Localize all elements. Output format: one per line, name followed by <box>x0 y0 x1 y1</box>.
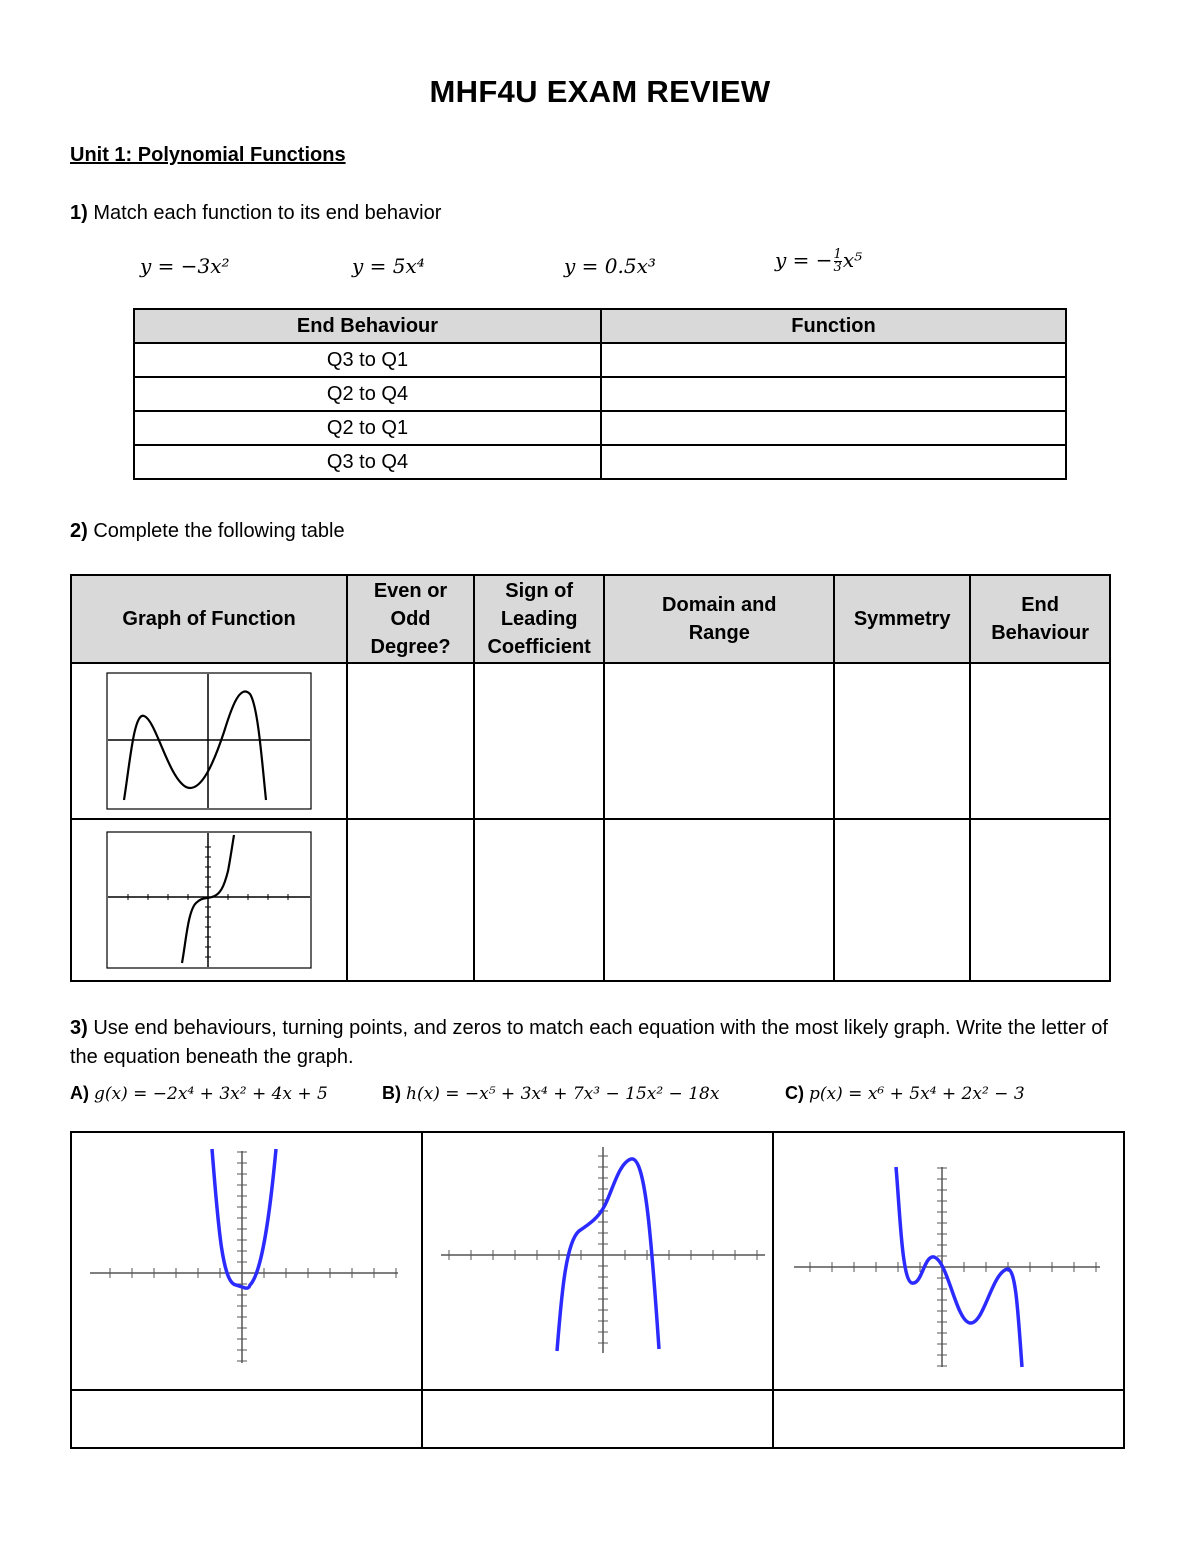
equation-list <box>70 1083 1025 1104</box>
header-end-behaviour: End Behaviour <box>134 309 601 343</box>
equation-letter: B) <box>382 1083 402 1103</box>
header-function: Function <box>601 309 1066 343</box>
end-behaviour-cell: Q3 to Q4 <box>134 445 601 479</box>
sign-answer-cell[interactable] <box>474 663 604 819</box>
function-4-suffix: x⁵ <box>842 248 863 272</box>
equation-expression: h(x) = −x⁵ + 3x⁴ + 7x³ − 15x² − 18x <box>406 1084 720 1104</box>
header-sign: Sign of Leading Coefficient <box>474 575 604 663</box>
equation-expression: p(x) = x⁶ + 5x⁴ + 2x² − 3 <box>809 1084 1025 1104</box>
equation-expression: g(x) = −2x⁴ + 3x² + 4x + 5 <box>94 1084 328 1104</box>
answer-letter-cell[interactable] <box>773 1390 1124 1448</box>
answer-cell[interactable] <box>601 377 1066 411</box>
properties-table <box>70 574 1111 982</box>
fraction-denominator: 3 <box>833 260 842 275</box>
graph-cell <box>71 1132 422 1390</box>
end-behaviour-table <box>133 308 1067 480</box>
answer-cell[interactable] <box>601 411 1066 445</box>
graph-axes <box>441 1147 765 1353</box>
header-symmetry: Symmetry <box>834 575 970 663</box>
symmetry-answer-cell[interactable] <box>834 819 970 981</box>
degree-answer-cell[interactable] <box>347 819 474 981</box>
question-number: 2) <box>70 520 88 542</box>
question-number: 1) <box>70 202 88 224</box>
graph-axes <box>794 1167 1100 1367</box>
unit-heading: Unit 1: Polynomial Functions <box>70 144 346 166</box>
matching-graphs-table <box>70 1131 1125 1449</box>
fraction-numerator: 1 <box>833 247 842 262</box>
answer-letter-cell[interactable] <box>71 1390 422 1448</box>
equation-b <box>382 1083 780 1104</box>
end-behaviour-cell: Q2 to Q1 <box>134 411 601 445</box>
function-2: y = 5x⁴ <box>352 254 425 278</box>
quartic-graph-icon <box>106 672 312 810</box>
end-behaviour-cell: Q3 to Q1 <box>134 343 601 377</box>
graph-3 <box>774 1133 1123 1389</box>
function-3: y = 0.5x³ <box>564 254 656 278</box>
answer-letter-cell[interactable] <box>422 1390 773 1448</box>
function-1: y = −3x² <box>140 254 230 278</box>
header-domain-range: Domain and Range <box>604 575 834 663</box>
sign-answer-cell[interactable] <box>474 819 604 981</box>
graph-2 <box>423 1133 772 1389</box>
question-2 <box>70 520 345 543</box>
end-behaviour-cell: Q2 to Q4 <box>134 377 601 411</box>
question-text: Match each function to its end behavior <box>93 202 442 224</box>
fraction <box>834 249 842 274</box>
function-4-prefix: y = − <box>775 248 833 272</box>
question-number: 3) <box>70 1017 88 1039</box>
cubic-graph-icon <box>106 831 312 969</box>
answer-cell[interactable] <box>601 343 1066 377</box>
question-3 <box>70 1014 1140 1072</box>
answer-cell[interactable] <box>601 445 1066 479</box>
end-behaviour-answer-cell[interactable] <box>970 663 1110 819</box>
question-text: Use end behaviours, turning points, and zeros to match each equation with the most likely graph. Write the letter of the equation beneath the graph. <box>70 1017 1108 1068</box>
equation-a <box>70 1083 377 1104</box>
end-behaviour-answer-cell[interactable] <box>970 819 1110 981</box>
function-4 <box>775 248 862 274</box>
symmetry-answer-cell[interactable] <box>834 663 970 819</box>
header-graph: Graph of Function <box>71 575 347 663</box>
graph-axes <box>90 1151 398 1363</box>
question-1 <box>70 202 441 225</box>
question-text: Complete the following table <box>93 520 345 542</box>
graph-1 <box>72 1133 421 1389</box>
header-degree: Even or Odd Degree? <box>347 575 474 663</box>
graph-cell <box>422 1132 773 1390</box>
header-end-behaviour: End Behaviour <box>970 575 1110 663</box>
equation-letter: A) <box>70 1083 89 1103</box>
page-title: MHF4U EXAM REVIEW <box>429 74 771 109</box>
degree-answer-cell[interactable] <box>347 663 474 819</box>
graph-cell <box>773 1132 1124 1390</box>
domain-range-answer-cell[interactable] <box>604 663 834 819</box>
equation-letter: C) <box>785 1083 805 1103</box>
domain-range-answer-cell[interactable] <box>604 819 834 981</box>
graph-cell <box>71 819 347 981</box>
equation-c <box>785 1083 1025 1103</box>
graph-cell <box>71 663 347 819</box>
